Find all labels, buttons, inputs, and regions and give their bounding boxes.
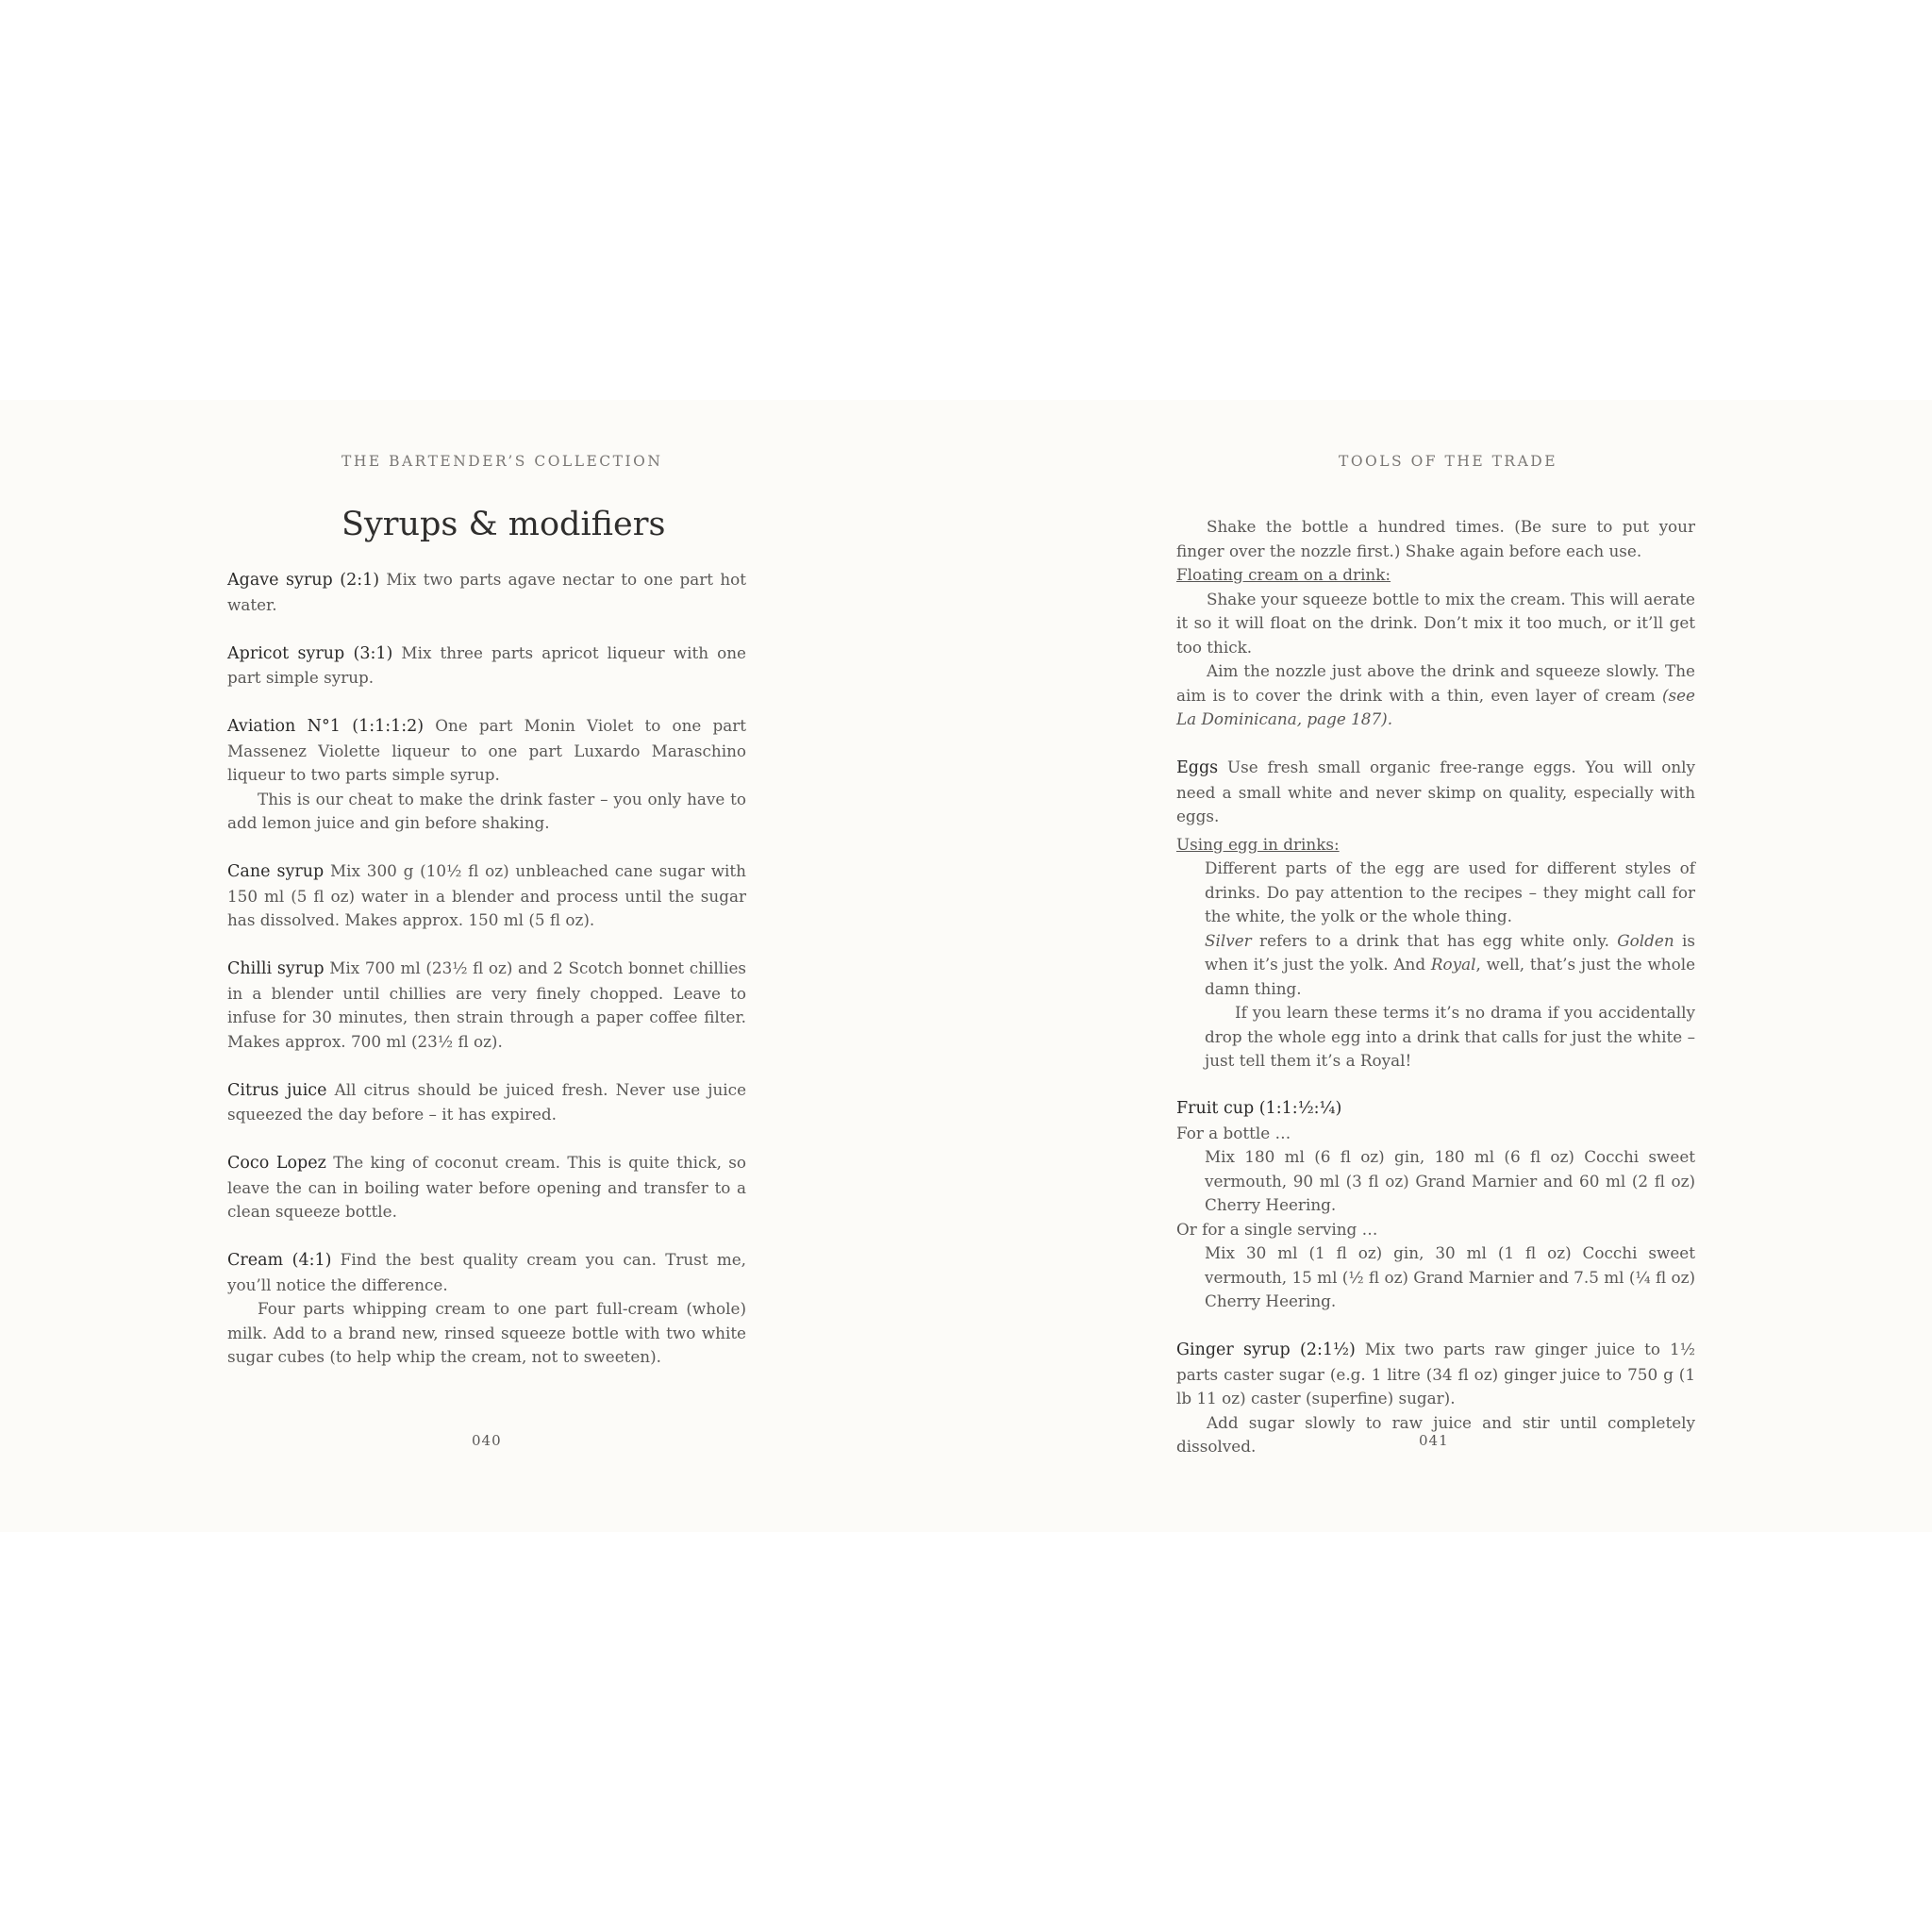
entry-text: Mix 700 ml (23½ fl oz) and 2 Scotch bonnet chillies in a blender until chillies are very finely chopped. Leave to infuse for 30 minutes, then strain through a paper coffee filter. Makes approx. 700 ml (23½ fl oz). [227, 958, 746, 1051]
entry-term: Citrus juice [227, 1080, 327, 1100]
entry-text: One part Monin Violet to one part Massenez Violette liqueur to one part Luxardo Maraschino liqueur to two parts simple syrup. [227, 716, 747, 784]
entry-citrus-juice [227, 1078, 746, 1127]
entry-text: The king of coconut cream. This is quite thick, so leave the can in boiling water before opening and transfer to a clean squeeze bottle. [227, 1153, 746, 1221]
entry-term: Chilli syrup [227, 959, 325, 978]
subheading-using-egg: Using egg in drinks: [1176, 834, 1340, 854]
entry-aviation [227, 714, 746, 836]
entry-term: Ginger syrup (2:1½) [1176, 1341, 1356, 1359]
entry-agave-syrup [227, 568, 746, 617]
entry-note: Add sugar slowly to raw juice and stir until completely dissolved. [1176, 1412, 1695, 1456]
page-title: Syrups & modifiers [341, 506, 666, 543]
entry-apricot-syrup [227, 641, 746, 691]
page-number: 040 [472, 1432, 502, 1449]
paragraph-text: Aim the nozzle just above the drink and squeeze slowly. The aim is to cover the drink with a thin, even layer of cream [1176, 661, 1695, 705]
paragraph-text: , well, that’s just the whole damn thing. [1205, 955, 1695, 998]
left-page [0, 400, 966, 1532]
right-column [1176, 515, 1695, 1483]
entry-term: Apricot syrup (3:1) [227, 643, 393, 663]
entry-term: Cream (4:1) [227, 1251, 332, 1270]
entry-term: Cane syrup [227, 862, 325, 881]
paragraph: Shake your squeeze bottle to mix the cream. This will aerate it so it will float on the drink. Don’t mix it too much, or it’ll get too thick. [1176, 589, 1695, 657]
book-spread [0, 400, 1932, 1532]
entry-cream-continued [1176, 515, 1695, 732]
entry-text: All citrus should be juiced fresh. Never use juice squeezed the day before – it has expired. [227, 1079, 746, 1124]
fruit-cup-bottle-text: Mix 180 ml (6 fl oz) gin, 180 ml (6 fl oz) Cocchi sweet vermouth, 90 ml (3 fl oz) Grand Marnier and 60 ml (2 fl oz) Cherry Heering. [1205, 1147, 1695, 1214]
paragraph-text: refers to a drink that has egg white only. [1251, 930, 1618, 950]
entry-text: Use fresh small organic free-range eggs. You will only need a small white and never skimp on quality, especially with eggs. [1176, 758, 1695, 825]
entry-text: Find the best quality cream you can. Trust me, you’ll notice the difference. [227, 1250, 746, 1294]
entry-cane-syrup [227, 859, 746, 933]
entry-term: Agave syrup (2:1) [227, 571, 380, 590]
entry-term: Coco Lopez [227, 1154, 326, 1173]
fruit-cup-single-text: Mix 30 ml (1 fl oz) gin, 30 ml (1 fl oz) Cocchi sweet vermouth, 15 ml (½ fl oz) Grand Marnier and 7.5 ml (¼ fl oz) Cherry Heering. [1205, 1243, 1695, 1310]
term-golden: Golden [1617, 930, 1674, 950]
paragraph: If you learn these terms it’s no drama if you accidentally drop the whole egg into a drink that calls for just the white – just tell them it’s a Royal! [1205, 1003, 1695, 1070]
entry-term: Eggs [1176, 758, 1219, 777]
cross-reference: (see La Dominicana, page 187). [1176, 685, 1695, 728]
fruit-cup-bottle-label: For a bottle … [1176, 1123, 1291, 1142]
entry-cream [227, 1248, 746, 1370]
fruit-cup-single-label: Or for a single serving … [1176, 1219, 1378, 1239]
right-page [966, 400, 1932, 1532]
entry-fruit-cup [1176, 1097, 1695, 1314]
paragraph: Different parts of the egg are used for different styles of drinks. Do pay attention to the recipes – they might call for the white, the yolk or the whole thing. [1205, 858, 1695, 925]
entry-text: Mix two parts raw ginger juice to 1½ parts caster sugar (e.g. 1 litre (34 fl oz) ginger juice to 750 g (1 lb 11 oz) caster (superfine) sugar). [1176, 1340, 1695, 1407]
entry-text: Mix two parts agave nectar to one part hot water. [227, 570, 746, 614]
entry-note: This is our cheat to make the drink faster – you only have to add lemon juice and gin before shaking. [227, 789, 746, 832]
entry-text: Mix 300 g (10½ fl oz) unbleached cane sugar with 150 ml (5 fl oz) water in a blender and process until the sugar has dissolved. Makes approx. 150 ml (5 fl oz). [227, 861, 746, 929]
entry-chilli-syrup [227, 957, 746, 1054]
running-head: TOOLS OF THE TRADE [1339, 453, 1558, 470]
left-column [227, 568, 746, 1393]
entry-text: Mix three parts apricot liqueur with one part simple syrup. [227, 642, 746, 687]
term-royal: Royal [1430, 955, 1476, 974]
paragraph [1205, 929, 1695, 1002]
paragraph: Shake the bottle a hundred times. (Be sure to put your finger over the nozzle first.) Shake again before each use. [1176, 517, 1695, 560]
term-silver: Silver [1205, 930, 1252, 950]
entry-coco-lopez [227, 1151, 746, 1224]
page-number: 041 [1419, 1432, 1449, 1449]
entry-term: Aviation N°1 (1:1:1:2) [227, 717, 425, 736]
running-head: THE BARTENDER’S COLLECTION [341, 453, 663, 470]
paragraph [1176, 659, 1695, 732]
entry-term: Fruit cup (1:1:½:¼) [1176, 1099, 1342, 1118]
paragraph-text: is when it’s just the yolk. And [1205, 930, 1695, 974]
entry-eggs [1176, 756, 1695, 1074]
egg-block [1176, 857, 1695, 1074]
subheading-floating-cream: Floating cream on a drink: [1176, 565, 1391, 584]
entry-note: Four parts whipping cream to one part full-cream (whole) milk. Add to a brand new, rinsed squeeze bottle with two white sugar cubes (to help whip the cream, not to sweeten). [227, 1299, 746, 1366]
